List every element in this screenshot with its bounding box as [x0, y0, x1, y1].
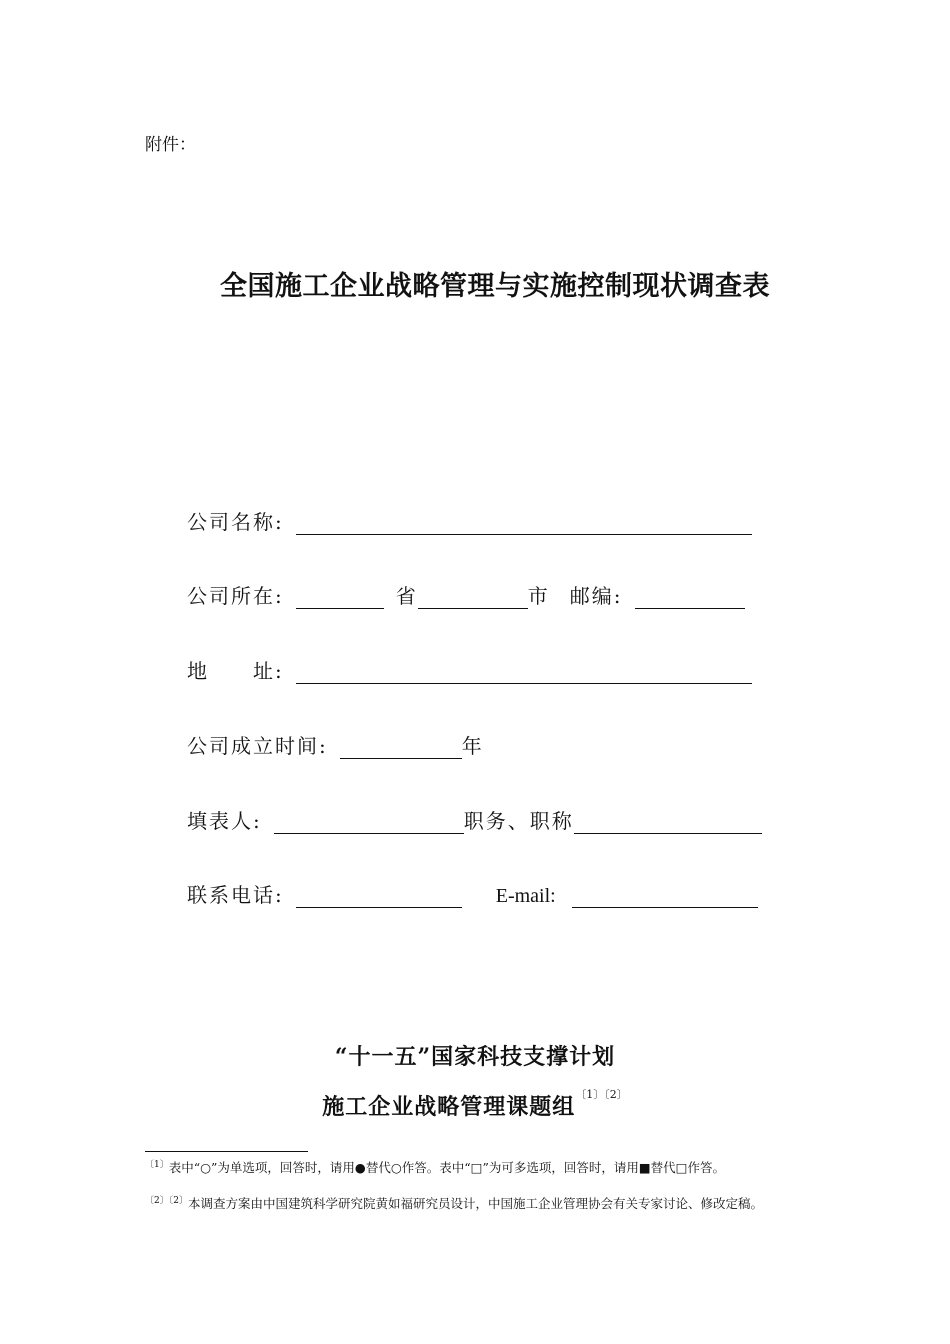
company-name-field[interactable]	[296, 512, 752, 535]
city-field[interactable]	[418, 586, 528, 609]
page-title: 全国施工企业战略管理与实施控制现状调查表	[220, 271, 770, 302]
year-label: 年	[461, 734, 484, 758]
footnote-1-text: 表中“○”为单选项，回答时，请用●替代○作答。表中“□”为可多选项，回答时，请用■替代□作答。	[168, 1160, 725, 1175]
company-location-row	[187, 581, 745, 609]
company-name-label: 公司名称:	[187, 510, 284, 534]
footnote-1-marker: 〔1〕	[145, 1160, 169, 1170]
contact-row	[187, 880, 758, 908]
footnote-refs: 〔1〕〔2〕	[575, 1088, 628, 1101]
company-name-row	[187, 507, 752, 535]
address-field[interactable]	[296, 661, 752, 684]
group-subtitle-text: 施工企业战略管理课题组	[322, 1094, 576, 1120]
founded-row	[187, 731, 484, 759]
plan-subtitle: “十一五”国家科技支撑计划	[334, 1044, 616, 1070]
phone-field[interactable]	[296, 885, 462, 908]
email-field[interactable]	[572, 885, 758, 908]
position-field[interactable]	[574, 811, 762, 834]
postcode-label: 邮编:	[569, 584, 623, 608]
group-subtitle	[0, 1090, 950, 1121]
company-location-label: 公司所在:	[187, 584, 284, 608]
province-label: 省	[395, 584, 418, 608]
filler-row	[187, 806, 762, 834]
email-label: E-mail:	[495, 885, 556, 907]
footnote-separator	[145, 1151, 308, 1152]
address-row	[187, 656, 752, 684]
footnote-2	[145, 1195, 805, 1212]
footnote-1	[145, 1159, 805, 1176]
province-field[interactable]	[296, 586, 384, 609]
phone-label: 联系电话:	[187, 883, 284, 907]
address-label: 地 址:	[187, 659, 284, 683]
footnote-2-text: 本调查方案由中国建筑科学研究院黄如福研究员设计，中国施工企业管理协会有关专家讨论、修改定稿。	[187, 1196, 763, 1211]
attachment-label: 附件：	[145, 135, 196, 155]
footnote-2-marker: 〔2〕〔2〕	[145, 1196, 188, 1206]
city-label: 市	[527, 584, 550, 608]
postcode-field[interactable]	[635, 586, 745, 609]
position-label: 职务、职称	[463, 809, 574, 833]
filler-field[interactable]	[274, 811, 464, 834]
founded-label: 公司成立时间:	[187, 734, 328, 758]
founded-year-field[interactable]	[340, 736, 462, 759]
filler-label: 填表人:	[187, 809, 262, 833]
